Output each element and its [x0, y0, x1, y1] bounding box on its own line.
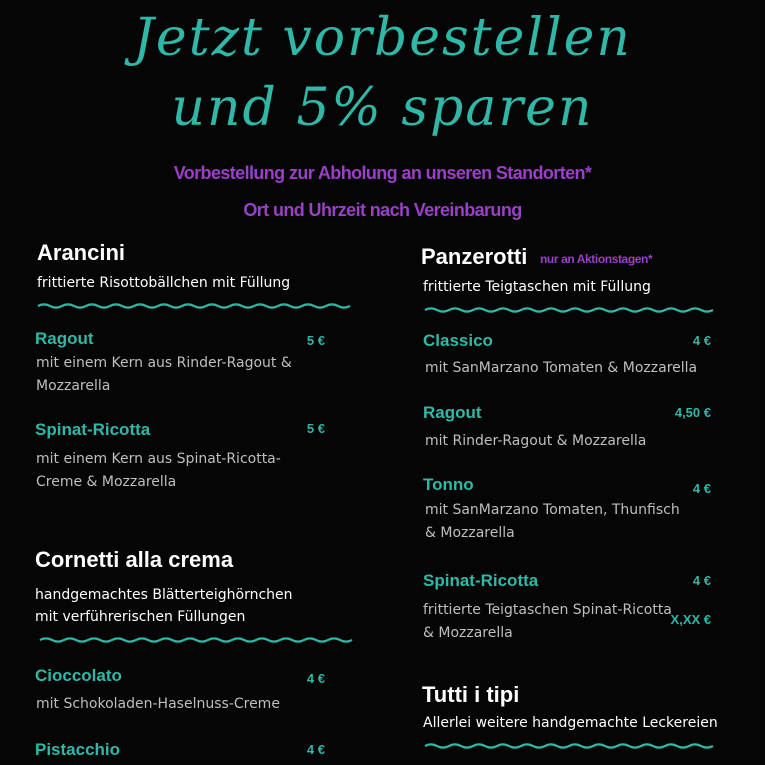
headline-line1: Jetzt vorbestellen — [133, 8, 632, 68]
preorder-note: Vorbestellung zur Abholung an unseren Standorten* — [173, 163, 592, 183]
subtitle-line: handgemachtes Blätterteighörnchen — [35, 587, 293, 603]
cornetti-title: Cornetti alla crema — [35, 547, 234, 572]
item-description: mit Rinder-Ragout & Mozzarella — [425, 433, 647, 449]
item-name: Spinat-Ricotta — [423, 571, 539, 590]
item-name: Ragout — [423, 403, 482, 422]
promo-days-note: nur an Aktionstagen* — [540, 252, 653, 266]
item-description — [36, 352, 292, 398]
description-line: mit einem Kern aus Rinder-Ragout & — [36, 355, 292, 371]
item-price: 4 € — [306, 671, 325, 686]
description-line: mit einem Kern aus Spinat-Ricotta- — [36, 451, 281, 467]
item-description: mit Schokoladen-Haselnuss-Creme — [36, 696, 280, 712]
item-description — [425, 499, 680, 545]
item-price: 4 € — [306, 742, 325, 757]
item-description — [423, 599, 672, 645]
item-name: Tonno — [423, 475, 474, 494]
cornetti-subtitle — [35, 584, 293, 628]
item-name: Classico — [423, 331, 493, 350]
wave-divider — [425, 739, 713, 753]
item-name: Ragout — [35, 329, 94, 348]
description-line: frittierte Teigtaschen Spinat-Ricotta — [423, 602, 672, 618]
item-price: 4,50 € — [674, 405, 711, 420]
description-line: mit SanMarzano Tomaten, Thunfisch — [425, 502, 680, 518]
wave-divider — [425, 303, 713, 317]
item-price: 5 € — [306, 421, 325, 436]
description-line: Mozzarella — [36, 378, 111, 394]
item-price: 4 € — [692, 573, 711, 588]
arancini-title: Arancini — [37, 240, 126, 265]
arancini-subtitle: frittierte Risottobällchen mit Füllung — [37, 275, 291, 291]
tutti-title: Tutti i tipi — [422, 682, 520, 707]
description-line: & Mozzarella — [425, 525, 515, 541]
item-description — [36, 448, 281, 494]
item-price: 5 € — [306, 333, 325, 348]
subtitle-line: mit verführerischen Füllungen — [35, 609, 246, 625]
item-price: 4 € — [692, 333, 711, 348]
panzerotti-title: Panzerotti — [421, 244, 528, 269]
placeholder-price: X,XX € — [670, 612, 711, 627]
panzerotti-subtitle: frittierte Teigtaschen mit Füllung — [423, 279, 651, 295]
wave-divider — [40, 633, 332, 647]
description-line: & Mozzarella — [423, 625, 513, 641]
item-name: Pistacchio — [35, 740, 121, 759]
tutti-subtitle: Allerlei weitere handgemachte Leckereien — [423, 715, 718, 731]
wave-divider — [38, 299, 328, 313]
headline-line2: und 5% sparen — [171, 78, 594, 138]
item-name: Spinat-Ricotta — [35, 420, 151, 439]
description-line: Creme & Mozzarella — [36, 474, 177, 490]
item-description: mit SanMarzano Tomaten & Mozzarella — [425, 360, 698, 376]
item-price: 4 € — [692, 481, 711, 496]
item-name: Cioccolato — [35, 666, 122, 685]
time-note: Ort und Uhrzeit nach Vereinbarung — [243, 200, 522, 220]
